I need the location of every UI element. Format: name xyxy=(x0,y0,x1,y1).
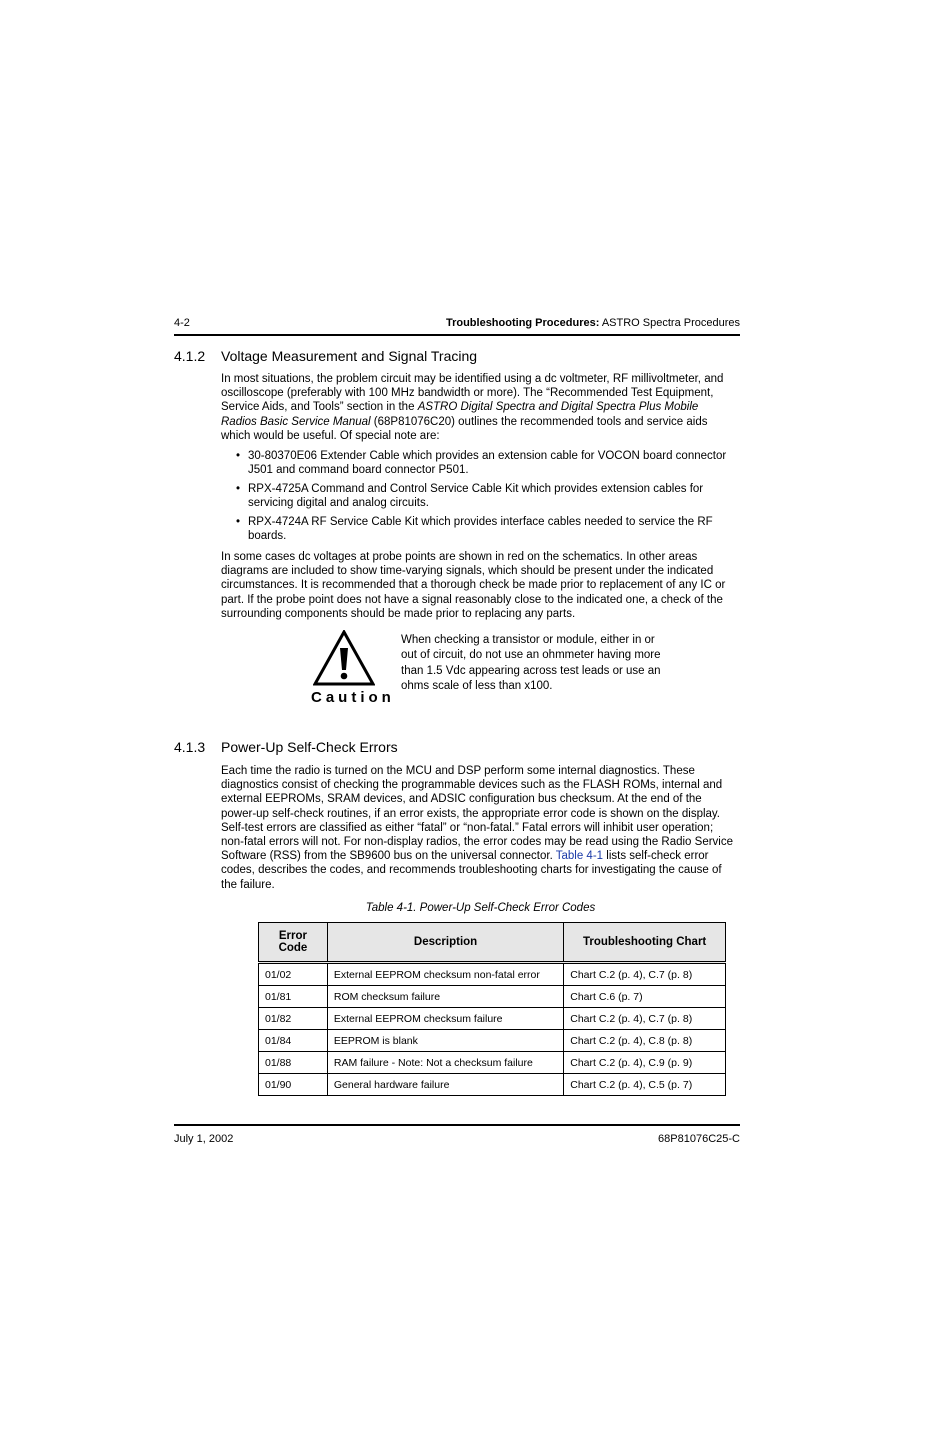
text-line: external EEPROMs, SRAM devices, and ADSIC configuration bus checksum. At the end of the xyxy=(221,793,702,806)
table-4-1-link[interactable]: Table 4-1 xyxy=(555,850,604,863)
header-rule xyxy=(174,334,740,336)
running-header-chapter: Troubleshooting Procedures: xyxy=(445,317,600,329)
bullet-item xyxy=(236,515,741,543)
text-span: (68P81076C20) outlines the recommended tools and service aids xyxy=(370,415,708,428)
description-cell: RAM failure - Note: Not a checksum failure xyxy=(327,1052,563,1074)
bullet-line: RPX-4725A Command and Control Service Cable Kit which provides extension cables for xyxy=(248,483,704,495)
text-span: Software (RSS) from the SB9600 bus on the universal connector. xyxy=(221,850,556,863)
table-row xyxy=(259,1030,726,1052)
table-row xyxy=(259,986,726,1008)
running-header-title: ASTRO Spectra Procedures xyxy=(599,317,740,329)
bullet-line: servicing digital and analog circuits. xyxy=(248,497,429,510)
text-line: than 1.5 Vdc appearing across test leads or use an xyxy=(401,664,661,677)
description-cell: General hardware failure xyxy=(327,1074,563,1096)
bullet-line: boards. xyxy=(248,530,287,543)
footer-rule xyxy=(174,1124,740,1126)
manual-title-italic: Radios Basic Service Manual xyxy=(221,415,371,428)
bullet-line: J501 and command board connector P501. xyxy=(248,464,469,477)
header-text: Code xyxy=(278,942,308,954)
bullet-line: RPX-4724A RF Service Cable Kit which provides interface cables needed to service the RF xyxy=(248,516,713,528)
error-code-cell: 01/02 xyxy=(259,963,328,986)
text-line: codes, describes the codes, and recommends troubleshooting charts for investigating the cause of xyxy=(221,864,722,877)
bullet-item xyxy=(236,449,741,477)
text-line: oscilloscope (preferably with 100 MHz bandwidth or more). The “Recommended Test Equipment, xyxy=(221,387,714,400)
chart-cell: Chart C.2 (p. 4), C.7 (p. 8) xyxy=(564,963,726,986)
text-span: lists self-check error xyxy=(603,850,709,863)
column-header-description: Description xyxy=(327,923,563,963)
text-line: circumstances. It is recommended that a thorough check be made prior to replacement of any IC or xyxy=(221,579,726,592)
probe-paragraph xyxy=(221,550,740,621)
header-text: Error xyxy=(278,930,307,942)
text-line: surrounding components should be made prior to replacing any parts. xyxy=(221,607,576,620)
description-cell: External EEPROM checksum non-fatal error xyxy=(327,963,563,986)
chart-cell: Chart C.2 (p. 4), C.9 (p. 9) xyxy=(564,1052,726,1074)
text-span: Service Aids, and Tools” section in the xyxy=(221,401,418,414)
bullet-symbol: • xyxy=(236,483,241,495)
text-line: When checking a transistor or module, either in or xyxy=(401,634,655,646)
error-code-cell: 01/82 xyxy=(259,1008,328,1030)
section-title-412: Voltage Measurement and Signal Tracing xyxy=(221,348,478,364)
page-number: 4-2 xyxy=(174,317,190,329)
error-code-cell: 01/81 xyxy=(259,986,328,1008)
text-line: non-fatal errors will not. For non-display radios, the error codes may be read using the Radio Service xyxy=(221,836,733,849)
description-cell: External EEPROM checksum failure xyxy=(327,1008,563,1030)
text-line: ohms scale of less than x100. xyxy=(401,679,553,692)
text-line: part. If the probe point does not have a signal reasonably close to the indicated one, a check of the xyxy=(221,593,723,606)
table-caption: Table 4-1. Power-Up Self-Check Error Codes xyxy=(365,902,596,914)
error-codes-table xyxy=(258,922,726,1096)
description-cell: EEPROM is blank xyxy=(327,1030,563,1052)
section-number-413: 4.1.3 xyxy=(174,739,206,755)
footer-date: July 1, 2002 xyxy=(174,1133,234,1145)
intro-paragraph xyxy=(221,372,740,443)
error-code-cell: 01/90 xyxy=(259,1074,328,1096)
chart-cell: Chart C.2 (p. 4), C.8 (p. 8) xyxy=(564,1030,726,1052)
text-line: Each time the radio is turned on the MCU and DSP perform some internal diagnostics. These xyxy=(221,765,695,777)
chart-cell: Chart C.6 (p. 7) xyxy=(564,986,726,1008)
section-number-412: 4.1.2 xyxy=(174,348,206,364)
manual-title-italic: ASTRO Digital Spectra and Digital Spectra Plus Mobile xyxy=(417,401,699,414)
column-header-error-code xyxy=(259,923,328,963)
table-row xyxy=(259,963,726,986)
text-line: Self-test errors are classified as either “fatal” or “non-fatal.” Fatal errors will inhibit user operation; xyxy=(221,821,714,834)
error-code-cell: 01/88 xyxy=(259,1052,328,1074)
text-line: the failure. xyxy=(221,878,275,891)
text-line xyxy=(221,400,740,414)
text-line: power-up self-check routines, if an error exists, the appropriate error code is shown on the display. xyxy=(221,807,721,820)
table-row xyxy=(259,1074,726,1096)
text-line: which would be useful. Of special note are: xyxy=(221,429,440,442)
text-line: In some cases dc voltages at probe points are shown in red on the schematics. In other areas xyxy=(221,551,698,563)
footer-doc-number: 68P81076C25-C xyxy=(658,1133,740,1145)
text-line: diagnostics consist of checking the programmable devices such as the FLASH ROMs, internal and xyxy=(221,779,723,792)
column-header-chart: Troubleshooting Chart xyxy=(564,923,726,963)
table-header-row xyxy=(259,923,726,963)
chart-cell: Chart C.2 (p. 4), C.7 (p. 8) xyxy=(564,1008,726,1030)
table-row xyxy=(259,1008,726,1030)
caution-warning-icon xyxy=(313,630,375,686)
text-line xyxy=(221,849,740,863)
caution-text xyxy=(401,633,671,694)
description-cell: ROM checksum failure xyxy=(327,986,563,1008)
bullet-line: 30-80370E06 Extender Cable which provides an extension cable for VOCON board connector xyxy=(248,450,727,462)
running-header xyxy=(446,317,740,329)
text-line: out of circuit, do not use an ohmmeter having more xyxy=(401,649,661,662)
table-row xyxy=(259,1052,726,1074)
text-line: diagrams are included to show time-varying signals, which should be present under the indicated xyxy=(221,565,714,578)
section-title-413: Power-Up Self-Check Errors xyxy=(221,739,398,755)
caution-label: Caution xyxy=(311,689,395,706)
chart-cell: Chart C.2 (p. 4), C.5 (p. 7) xyxy=(564,1074,726,1096)
bullet-symbol: • xyxy=(236,516,241,528)
bullet-item xyxy=(236,482,741,510)
text-line: In most situations, the problem circuit may be identified using a dc voltmeter, RF millivoltmeter, and xyxy=(221,373,724,385)
selfcheck-paragraph xyxy=(221,764,740,892)
bullet-symbol: • xyxy=(236,450,241,462)
text-line xyxy=(221,415,740,429)
error-code-cell: 01/84 xyxy=(259,1030,328,1052)
